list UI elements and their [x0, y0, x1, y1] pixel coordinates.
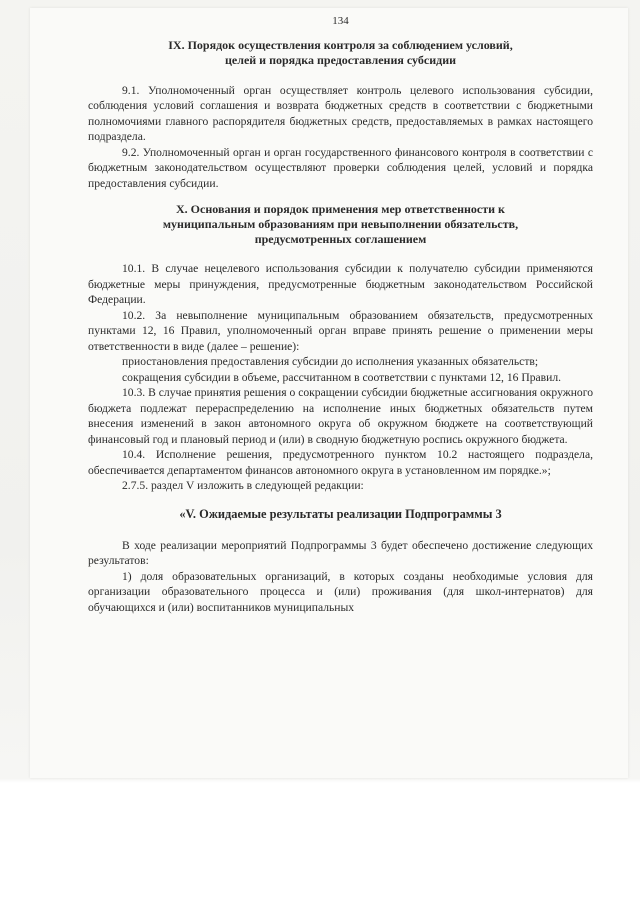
section-10-heading-line-1: X. Основания и порядок применения мер ответственности к	[176, 202, 505, 216]
paragraph-10-2-item-a: приостановления предоставления субсидии до исполнения указанных обязательств;	[122, 355, 539, 368]
paragraph-section-5-item-1: 1) доля образовательных организаций, в которых созданы необходимые условия для организации образовательного процесса и (или) проживания (для школ-интернатов) для обучающихся и (или) воспитанников муниципальных	[88, 569, 593, 614]
page-number: 134	[332, 15, 349, 27]
section-10-heading	[88, 202, 593, 247]
paragraph-10-2: 10.2. За невыполнение муниципальным образованием обязательств, предусмотренных пунктами 12, 16 Правил, уполномоченный орган вправе принять решение о применении меры ответственности в виде (далее – решение):	[88, 308, 593, 353]
paragraph-section-5-intro: В ходе реализации мероприятий Подпрограммы 3 будет обеспечено достижение следующих результатов:	[88, 538, 593, 567]
section-9-heading-line-1: IX. Порядок осуществления контроля за соблюдением условий,	[168, 37, 513, 52]
paragraph-10-4: 10.4. Исполнение решения, предусмотренного пунктом 10.2 настоящего подраздела, обеспечивается департаментом финансов автономного округа в установленном им порядке.»;	[88, 448, 593, 477]
paragraph-2-7-5: 2.7.5. раздел V изложить в следующей редакции:	[122, 479, 364, 492]
section-10-heading-line-3: предусмотренных соглашением	[254, 232, 427, 246]
paragraph-9-2: 9.2. Уполномоченный орган и орган государственного финансового контроля в соответствии с бюджетным законодательством осуществляют проверки соблюдения целей, условий и порядка предоставления субсидии.	[88, 145, 593, 190]
section-10-heading-line-2: муниципальным образованиям при невыполнении обязательств,	[162, 217, 519, 231]
paragraph-10-1: 10.1. В случае нецелевого использования субсидии к получателю субсидии применяются бюджетные меры принуждения, предусмотренные бюджетным законодательством Российской Федерации.	[88, 262, 593, 306]
paragraph-9-1: 9.1. Уполномоченный орган осуществляет контроль целевого использования субсидии, соблюдения условий соглашения и возврата бюджетных средств в соответствии с бюджетными полномочиями главного распорядителя бюджетных средств, предоставляемых в рамках настоящего подраздела.	[88, 83, 593, 143]
paragraph-10-2-item-b: сокращения субсидии в объеме, рассчитанном в соответствии с пунктами 12, 16 Правил.	[122, 370, 561, 384]
section-9-heading	[88, 38, 593, 68]
section-5-heading: «V. Ожидаемые результаты реализации Подпрограммы 3	[179, 506, 502, 521]
paragraph-10-3: 10.3. В случае принятия решения о сокращении субсидии бюджетные ассигнования окружного бюджета подлежат перераспределению на исполнение иных бюджетных обязательств путем внесения изменений в закон автономного округа об окружном бюджете на соответствующий финансовый год и плановый период и (или) в сводную бюджетную роспись окружного бюджета.	[88, 386, 593, 446]
section-9-heading-line-2: целей и порядка предоставления субсидии	[224, 52, 457, 67]
document-page	[88, 14, 593, 615]
